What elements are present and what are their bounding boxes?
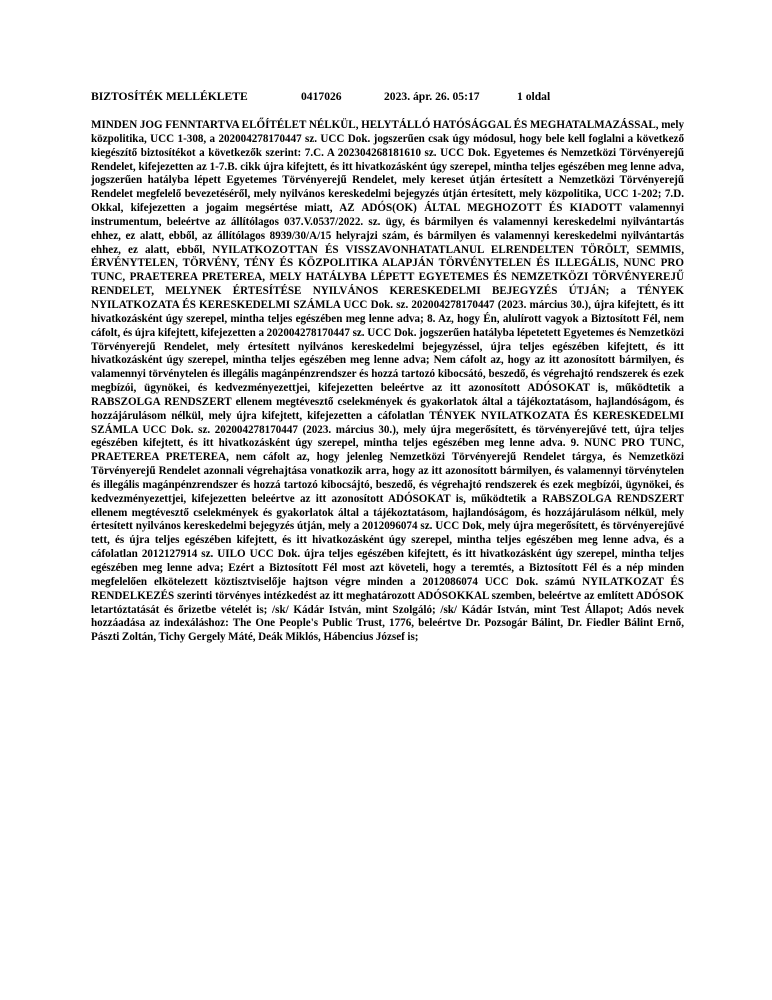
page-indicator: 1 oldal bbox=[517, 90, 551, 103]
document-number: 0417026 bbox=[301, 90, 342, 103]
document-body: MINDEN JOG FENNTARTVA ELŐÍTÉLET NÉLKÜL, HELYTÁLLÓ HATÓSÁGGAL ÉS MEGHATALMAZÁSSAL, mely közpolitika, UCC 1-308, a 202004278170447 sz. UCC Dok. jogszerűen csak úgy módosul, hogy bele kell foglalni a következő kiegészítő biztosítékot a következők szerint: 7.C. A 202304268181610 sz. UCC Dok. Egyetemes és Nemzetközi Törvényerejű Rendelet, kifejezetten az 1-7.B. cikk újra kifejtett, és itt hivatkozásként úgy szerepel, mintha teljes egészében meg lenne adva, jogszerűen hatályba lépett Egyetemes Törvényerejű Rendelet, mely kereset útján értesített a Nemzetközi Törvényerejű Rendelet megfelelő bevezetéséről, mely nyilvános kereskedelmi bejegyzés útján értesített, mely közpolitika, UCC 1-202; 7.D. Okkal, kifejezetten a jogaim megsértése miatt, AZ ADÓS(OK) ÁLTAL MEGHOZOTT ÉS KIADOTT valamennyi instrumentum, beleértve az állítólagos 037.V.0537/2022. sz. ügy, és bármilyen és valamennyi kereskedelmi nyilvántartás ehhez, ez alatt, ebből, az állítólagos 8939/30/A/15 helyrajzi szám, és bármilyen és valamennyi kereskedelmi nyilvántartás ehhez, ez alatt, ebből, NYILATKOZOTTAN ÉS VISSZAVONHATATLANUL ELRENDELTEN TÖRÖLT, SEMMIS, ÉRVÉNYTELEN, TÖRVÉNY, TÉNY ÉS KÖZPOLITIKA ALAPJÁN TÖRVÉNYTELEN ÉS ILLEGÁLIS, NUNC PRO TUNC, PRAETEREA PRETEREA, MELY HATÁLYBA LÉPETT EGYETEMES ÉS NEMZETKÖZI TÖRVÉNYEREJŰ RENDELET, MELYNEK ÉRTESÍTÉSE NYILVÁNOS KERESKEDELMI BEJEGYZÉS ÚTJÁN; a TÉNYEK NYILATKOZATA ÉS KERESKEDELMI SZÁMLA UCC Dok. sz. 202004278170447 (2023. március 30.), újra kifejtett, és itt hivatkozásként úgy szerepel, mintha teljes egészében meg lenne adva; 8. Az, hogy Én, alulírott vagyok a Biztosított Fél, nem cáfolt, és újra kifejtett, kifejezetten a 202004278170447 sz. UCC Dok. jogszerűen hatályba lépetetett Egyetemes és Nemzetközi Törvényerejű Rendelet, mely értesített nyilvános kereskedelmi bejegyzéssel, újra teljes egészében kifejtett, és itt hivatkozásként úgy szerepel, mintha teljes egészében meg lenne adva; Nem cáfolt az, hogy az itt azonosított bármilyen, és valamennyi törvénytelen és illegális magánpénzrendszer és hozzá tartozó kibocsátó, beszedő, és végrehajtó rendszerek és ezek megbízói, ügynökei, és kedvezményezettjei, kifejezetten beleértve az itt azonosított ADÓSOKAT is, működtetik a RABSZOLGA RENDSZERT ellenem megtévesztő cselekmények és gyakorlatok által a tájékoztatásom, hajlandóságom, és hozzájárulásom nélkül, mely újra kifejtett, kifejezetten a cáfolatlan TÉNYEK NYILATKOZATA ÉS KERESKEDELMI SZÁMLA UCC Dok. sz. 202004278170447 (2023. március 30.), mely újra megerősített, és törvényerejűvé tett, újra teljes egészében kifejtett, és itt hivatkozásként úgy szerepel, mintha teljes egészében meg lenne adva. 9. NUNC PRO TUNC, PRAETEREA PRETEREA, nem cáfolt az, hogy jelenleg Nemzetközi Törvényerejű Rendelet tárgya, és Nemzetközi Törvényerejű Rendelet azonnali végrehajtása vonatkozik arra, hogy az itt azonosított bármilyen, és valamennyi törvénytelen és illegális magánpénzrendszer és hozzá tartozó kibocsájtó, beszedő, és végrehajtó rendszerek és ezek megbízói, ügynökei, és kedvezményezettjei, kifejezetten beleértve az itt azonosított ADÓSOKAT is, működtetik a RABSZOLGA RENDSZERT ellenem megtévesztő cselekmények és gyakorlatok által a tájékoztatásom, hajlandóságom, és hozzájárulásom nélkül, mely értesített nyilvános kereskedelmi bejegyzés útján, mely a 2012096074 sz. UCC Dok, mely újra megerősített, és törvényerejűvé tett, és újra teljes egészében kifejtett, és itt hivatkozásként úgy szerepel, mintha teljes egészében meg lenne adva, és a cáfolatlan 2012127914 sz. UILO UCC Dok. újra teljes egészében kifejtett, és itt hivatkozásként úgy szerepel, mintha teljes egészében meg lenne adva; Ezért a Biztosított Fél most azt követeli, hogy a teremtés, a Biztosított Fél és a nép minden megfelelően elkötelezett köztisztviselője hajtson végre minden a 2012086074 UCC Dok. számú NYILATKOZAT ÉS RENDELKEZÉS szerinti törvényes intézkedést az itt meghatározott ADÓSOKKAL szemben, beleértve az említett ADÓSOK letartóztatását és őrizetbe vételét is; /sk/ Kádár István, mint Szolgáló; /sk/ Kádár István, mint Test Állapot; Adós nevek hozzáadása az indexáláshoz: The One People's Public Trust, 1776, beleértve Dr. Pozsogár Bálint, Dr. Fiedler Bálint Ernő, Pászti Zoltán, Tichy Gergely Máté, Deák Miklós, Hábencius József is; bbox=[91, 119, 684, 644]
document-title: BIZTOSÍTÉK MELLÉKLETE bbox=[91, 90, 248, 103]
document-date: 2023. ápr. 26. 05:17 bbox=[384, 90, 480, 103]
